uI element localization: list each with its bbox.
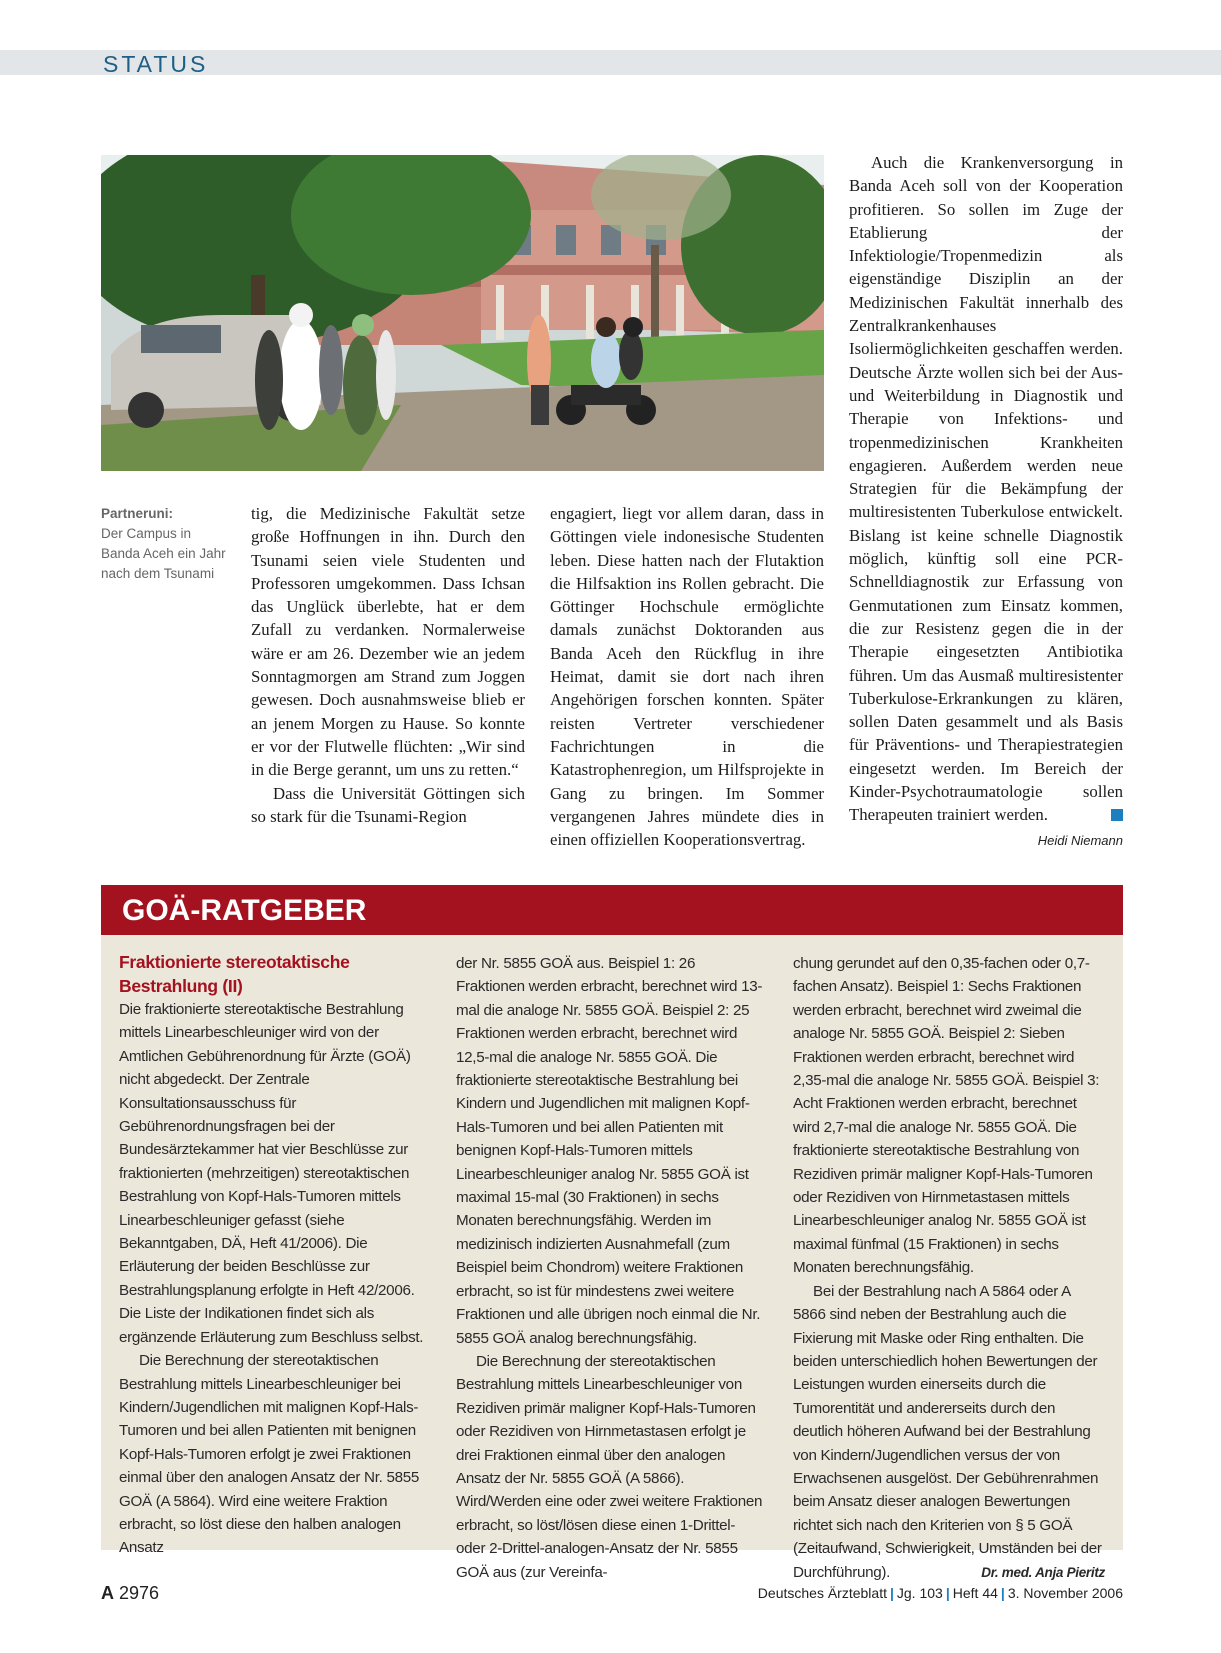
journal-volume: Jg. 103	[896, 1585, 943, 1601]
article-paragraph	[849, 151, 1123, 827]
goa-column-1	[119, 950, 429, 1560]
caption-title: Partneruni:	[101, 506, 174, 521]
footer-separator: |	[1000, 1585, 1005, 1601]
photo-caption	[101, 504, 226, 584]
goa-column-2	[456, 952, 766, 1584]
article-paragraph: Dass die Universität Göttingen sich so stark für die Tsunami-Region	[251, 783, 525, 826]
article-paragraph-text: Auch die Krankenversorgung in Banda Aceh soll von der Kooperation profitieren. So sollen im Zuge der Etablierung der Infektiologie/Tropenmedizin als eigenständige Disziplin an der Medizinischen Fakultät innerhalb des Zentralkrankenhauses Isoliermöglichkeiten geschaffen werden. Deutsche Ärzte wollen sich bei der Aus- und Weiterbildung in Diagnostik und Therapie von Infektions- und tropenmedizinischen Krankheiten engagieren. Außerdem werden neue Strategien für die Bekämpfung der multiresistenten Tuberkulose entwickelt. Bislang ist keine schnelle Diagnostik möglich, künftig soll eine PCR-Schnelldiagnostik zur Erfassung von Genmutationen zum Einsatz kommen, die zur Resistenz gegen die in der Therapie eingesetzten Antibiotika führen. Um das Ausmaß multiresistenter Tuberkulose-Erkrankungen zu klären, sollen Daten gesammelt und als Basis für Präventions- und Therapiestrategien eingesetzt werden. Im Bereich der Kinder-Psychotraumatologie sollen Therapeuten trainiert werden.	[849, 153, 1123, 825]
goa-paragraph-text: Bei der Bestrahlung nach A 5864 oder A 5866 sind neben der Bestrahlung auch die Fixierung mit Maske oder Ring enthalten. Die beiden unterschiedlich hohen Bewertungen der Leistungen wurden einerseits durch die Tumorentität und andererseits durch den deutlich höheren Aufwand bei der Bestrahlung von Kindern/Jugendlichen versus der von Erwachsenen ausgelöst. Der Gebührenrahmen beim Ansatz dieser analogen Bewertungen richtet sich nach den Kriterien von § 5 GOÄ (Zeitaufwand, Schwierigkeit, Umständen bei der Durchführung).	[793, 1282, 1102, 1581]
article-paragraph: engagiert, liegt vor allem daran, dass in Göttingen viele indonesische Studenten leben. Diese hatten nach der Flutaktion die Hilfsaktion ins Rollen gebracht. Die Göttinger Hochschule ermöglichte damals zunächst Doktoranden aus Banda Aceh den Rückflug in ihre Heimat, damit sie dort nach ihren Angehörigen forschen konnten. Später reisten Vertreter verschiedener Fachrichtungen in die Katastrophenregion, um Hilfsprojekte in Gang zu bringen. Im Sommer vergangenen Jahres mündete dies in einen offiziellen Kooperationsvertrag.	[550, 504, 824, 850]
goa-paragraph: Die fraktionierte stereotaktische Bestrahlung mittels Linearbeschleuniger wird von der Amtlichen Gebührenordnung für Ärzte (GOÄ) nicht abgedeckt. Der Zentrale Konsultationsausschuss für Gebührenordnungsfragen bei der Bundesärztekammer hat vier Beschlüsse zur fraktionierten (mehrzeitigen) stereotaktischen Bestrahlung von Kopf-Hals-Tumoren mittels Linearbeschleuniger gefasst (siehe Bekanntgaben, DÄ, Heft 41/2006). Die Erläuterung der beiden Beschlüsse zur Bestrahlungsplanung erfolgte in Heft 42/2006. Die Liste der Indikationen findet sich als ergänzende Erläuterung zum Beschluss selbst.	[119, 1001, 424, 1346]
page-prefix: A	[101, 1583, 114, 1603]
goa-paragraph: Die Berechnung der stereotaktischen Bestrahlung mittels Linearbeschleuniger bei Kindern/Jugendlichen mit malignen Kopf-Hals-Tumoren und bei allen Patienten mit benignen Kopf-Hals-Tumoren erfolgt je zwei Fraktionen einmal über den analogen Ansatz der Nr. 5855 GOÄ (A 5864). Wird eine weitere Fraktion erbracht, so löst diese den halben analogen Ansatz	[119, 1352, 420, 1557]
campus-photo	[101, 155, 824, 471]
caption-text: Der Campus in Banda Aceh ein Jahr nach dem Tsunami	[101, 526, 226, 581]
footer-separator: |	[945, 1585, 950, 1601]
section-label: STATUS	[103, 51, 209, 77]
article-column-1	[251, 502, 525, 828]
end-of-article-mark	[1111, 809, 1123, 821]
goa-paragraph	[793, 1280, 1105, 1584]
journal-footer	[758, 1585, 1123, 1601]
goa-title: GOÄ-RATGEBER	[122, 894, 367, 927]
goa-paragraph: der Nr. 5855 GOÄ aus. Beispiel 1: 26 Fraktionen werden erbracht, berechnet wird 13-mal die analoge Nr. 5855 GOÄ. Beispiel 2: 25 Fraktionen werden erbracht, berechnet wird 12,5-mal die analoge Nr. 5855 GOÄ. Die fraktionierte stereotaktische Bestrahlung bei Kindern und Jugendlichen mit malignen Kopf-Hals-Tumoren und bei allen Patienten mit benignen Kopf-Hals-Tumoren mittels Linearbeschleuniger analog Nr. 5855 GOÄ ist maximal 15-mal (30 Fraktionen) in sechs Monaten berechnungsfähig. Werden im medizinisch indizierten Ausnahmefall (zum Beispiel beim Chondrom) weitere Fraktionen erbracht, so ist für mindestens zwei weitere Fraktionen und alle übrigen noch einmal die Nr. 5855 GOÄ analog berechnungsfähig.	[456, 955, 763, 1347]
goa-paragraph: Die Berechnung der stereotaktischen Bestrahlung mittels Linearbeschleuniger von Rezidiven primär maligner Kopf-Hals-Tumoren oder Rezidiven von Hirnmetastasen erfolgt je drei Fraktionen einmal über den analogen Ansatz der Nr. 5855 GOÄ (A 5866). Wird/Werden eine oder zwei weitere Fraktionen erbracht, so löst/lösen diese einen 1-Drittel- oder 2-Drittel-analogen-Ansatz der Nr. 5855 GOÄ aus (zur Vereinfa-	[456, 1352, 763, 1581]
journal-issue: Heft 44	[952, 1585, 998, 1601]
article-column-2	[550, 502, 824, 851]
journal-date: 3. November 2006	[1007, 1585, 1123, 1601]
article-paragraph: tig, die Medizinische Fakultät setze große Hoffnungen in ihn. Durch den Tsunami seien viele Studenten und Professoren umgekommen. Dass Ichsan das Unglück überlebte, hat er dem Zufall zu verdanken. Normalerweise wäre er am 26. Dezember wie an jedem Sonntagmorgen am Strand zum Joggen gewesen. Doch ausnahmsweise blieb er an jenem Morgen zu Hause. So konnte er vor der Flutwelle flüchten: „Wir sind in die Berge gerannt, um uns zu retten.“	[251, 504, 525, 780]
goa-author: Dr. med. Anja Pieritz	[981, 1564, 1105, 1580]
article-author: Heidi Niemann	[1037, 833, 1123, 848]
journal-name: Deutsches Ärzteblatt	[757, 1585, 887, 1601]
article-column-3	[849, 151, 1123, 827]
goa-column-3	[793, 952, 1105, 1584]
page-number	[101, 1583, 159, 1604]
page-number-value: 2976	[119, 1583, 160, 1603]
goa-subtitle: Fraktionierte stereotaktische Bestrahlung (II)	[119, 952, 350, 996]
goa-paragraph: chung gerundet auf den 0,35-fachen oder 0,7-fachen Ansatz). Beispiel 1: Sechs Fraktionen werden erbracht, berechnet wird zweimal die analoge Nr. 5855 GOÄ. Beispiel 2: Sieben Fraktionen werden erbracht, berechnet wird 2,35-mal die analoge Nr. 5855 GOÄ. Beispiel 3: Acht Fraktionen werden erbracht, berechnet wird 2,7-mal die analoge Nr. 5855 GOÄ. Die fraktionierte stereotaktische Bestrahlung von Rezidiven primär maligner Kopf-Hals-Tumoren oder Rezidiven von Hirnmetastasen mittels Linearbeschleuniger analog Nr. 5855 GOÄ ist maximal fünfmal (15 Fraktionen) in sechs Monaten berechnungsfähig.	[793, 955, 1100, 1277]
footer-separator: |	[889, 1585, 894, 1601]
